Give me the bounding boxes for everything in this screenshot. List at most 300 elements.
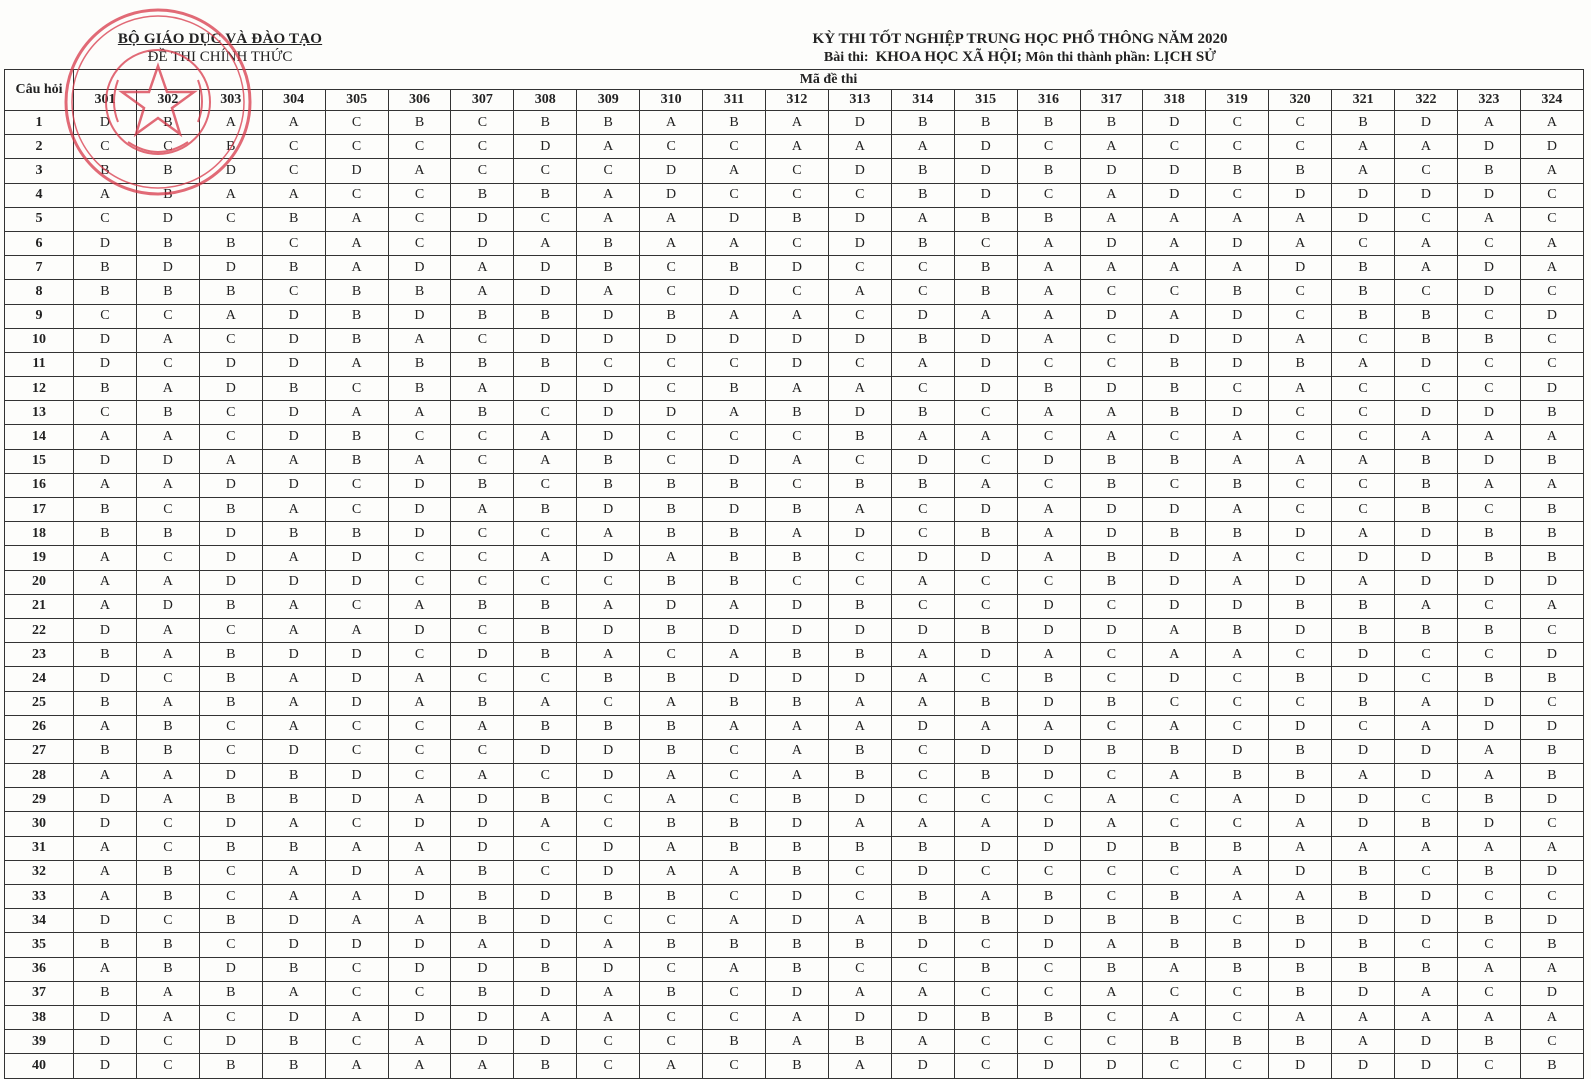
- answer-cell: A: [388, 788, 451, 812]
- answer-cell: B: [325, 425, 388, 449]
- exam-code-header-cell: 322: [1395, 90, 1458, 111]
- answer-cell: D: [325, 546, 388, 570]
- answer-cell: A: [514, 231, 577, 255]
- answer-cell: B: [514, 111, 577, 135]
- answer-cell: D: [1143, 183, 1206, 207]
- answer-cell: B: [1395, 618, 1458, 642]
- answer-cell: B: [640, 473, 703, 497]
- answer-cell: A: [1457, 111, 1520, 135]
- answer-cell: A: [136, 788, 199, 812]
- answer-cell: C: [1520, 618, 1583, 642]
- answer-cell: B: [640, 667, 703, 691]
- answer-cell: B: [1269, 667, 1332, 691]
- answer-cell: D: [765, 328, 828, 352]
- answer-cell: B: [1395, 498, 1458, 522]
- answer-cell: D: [1206, 401, 1269, 425]
- answer-cell: C: [1395, 860, 1458, 884]
- table-row: [5, 401, 1584, 425]
- exam-code-header-cell: 319: [1206, 90, 1269, 111]
- answer-cell: D: [1080, 159, 1143, 183]
- answer-cell: A: [1332, 449, 1395, 473]
- answer-cell: A: [640, 860, 703, 884]
- answer-cell: C: [1457, 352, 1520, 376]
- answer-cell: C: [1395, 667, 1458, 691]
- answer-cell: A: [136, 981, 199, 1005]
- answer-cell: B: [1520, 739, 1583, 763]
- answer-cell: C: [828, 570, 891, 594]
- answer-cell: B: [136, 183, 199, 207]
- answer-cell: D: [577, 425, 640, 449]
- answer-cell: A: [1206, 860, 1269, 884]
- answer-cell: C: [74, 401, 137, 425]
- answer-cell: D: [1269, 522, 1332, 546]
- answer-cell: C: [1520, 328, 1583, 352]
- answer-cell: B: [1206, 159, 1269, 183]
- answer-cell: D: [514, 739, 577, 763]
- answer-cell: A: [828, 981, 891, 1005]
- answer-cell: A: [891, 812, 954, 836]
- answer-cell: C: [199, 1005, 262, 1029]
- answer-cell: B: [891, 836, 954, 860]
- answer-cell: D: [577, 618, 640, 642]
- answer-cell: D: [1395, 764, 1458, 788]
- answer-cell: D: [577, 860, 640, 884]
- answer-cell: B: [199, 231, 262, 255]
- answer-cell: B: [1457, 328, 1520, 352]
- answer-cell: B: [199, 909, 262, 933]
- answer-cell: C: [1017, 788, 1080, 812]
- answer-cell: A: [954, 304, 1017, 328]
- answer-cell: C: [199, 425, 262, 449]
- answer-cell: C: [388, 739, 451, 763]
- answer-cell: A: [577, 933, 640, 957]
- table-row: [5, 643, 1584, 667]
- answer-cell: A: [74, 764, 137, 788]
- answer-cell: A: [1080, 256, 1143, 280]
- answer-cell: D: [199, 957, 262, 981]
- answer-cell: C: [1332, 231, 1395, 255]
- answer-cell: C: [1017, 1030, 1080, 1054]
- answer-cell: B: [1206, 764, 1269, 788]
- answer-cell: A: [703, 860, 766, 884]
- answer-cell: C: [1457, 594, 1520, 618]
- answer-cell: B: [1332, 957, 1395, 981]
- answer-cell: A: [765, 111, 828, 135]
- subject-prefix: Bài thi:: [823, 50, 869, 65]
- answer-cell: D: [262, 643, 325, 667]
- answer-cell: A: [388, 449, 451, 473]
- answer-cell: A: [514, 812, 577, 836]
- answer-cell: A: [1395, 135, 1458, 159]
- answer-cell: C: [1269, 111, 1332, 135]
- answer-cell: C: [1143, 812, 1206, 836]
- answer-cell: D: [828, 667, 891, 691]
- answer-cell: A: [1395, 836, 1458, 860]
- answer-cell: D: [1520, 643, 1583, 667]
- answer-cell: A: [74, 473, 137, 497]
- answer-cell: A: [891, 643, 954, 667]
- answer-cell: A: [703, 909, 766, 933]
- answer-cell: D: [828, 111, 891, 135]
- answer-cell: B: [1520, 498, 1583, 522]
- answer-cell: B: [74, 280, 137, 304]
- answer-cell: C: [74, 304, 137, 328]
- answer-cell: B: [199, 594, 262, 618]
- answer-cell: D: [451, 788, 514, 812]
- answer-cell: D: [1395, 739, 1458, 763]
- answer-cell: C: [1520, 280, 1583, 304]
- answer-cell: A: [1143, 207, 1206, 231]
- answer-cell: C: [262, 280, 325, 304]
- answer-cell: A: [1520, 836, 1583, 860]
- answer-cell: B: [136, 231, 199, 255]
- answer-cell: D: [1395, 546, 1458, 570]
- answer-cell: D: [325, 764, 388, 788]
- answer-cell: D: [1332, 207, 1395, 231]
- answer-cell: A: [262, 691, 325, 715]
- answer-cell: C: [1017, 570, 1080, 594]
- answer-cell: A: [577, 280, 640, 304]
- table-row: [5, 594, 1584, 618]
- table-row: [5, 739, 1584, 763]
- answer-cell: C: [954, 860, 1017, 884]
- answer-cell: C: [388, 764, 451, 788]
- answer-cell: B: [828, 473, 891, 497]
- answer-cell: B: [703, 256, 766, 280]
- answer-cell: D: [1269, 256, 1332, 280]
- answer-cell: A: [262, 885, 325, 909]
- answer-cell: B: [1332, 594, 1395, 618]
- question-number: 24: [5, 667, 74, 691]
- question-number: 2: [5, 135, 74, 159]
- answer-cell: B: [765, 691, 828, 715]
- answer-cell: C: [1017, 425, 1080, 449]
- answer-cell: D: [262, 739, 325, 763]
- answer-cell: D: [1143, 111, 1206, 135]
- answer-cell: A: [891, 570, 954, 594]
- answer-cell: A: [262, 183, 325, 207]
- answer-cell: C: [451, 546, 514, 570]
- answer-cell: A: [577, 207, 640, 231]
- answer-cell: C: [1269, 425, 1332, 449]
- answer-cell: D: [765, 981, 828, 1005]
- answer-cell: C: [262, 159, 325, 183]
- answer-cell: B: [451, 909, 514, 933]
- answer-cell: C: [765, 231, 828, 255]
- answer-cell: D: [1457, 449, 1520, 473]
- answer-cell: D: [577, 739, 640, 763]
- answer-cell: C: [577, 788, 640, 812]
- table-row: [5, 135, 1584, 159]
- answer-cell: D: [1269, 618, 1332, 642]
- answer-cell: A: [640, 691, 703, 715]
- answer-cell: B: [703, 836, 766, 860]
- answer-cell: D: [1143, 159, 1206, 183]
- table-row: [5, 1005, 1584, 1029]
- answer-cell: A: [1206, 788, 1269, 812]
- answer-cell: B: [262, 256, 325, 280]
- answer-cell: D: [1457, 691, 1520, 715]
- answer-cell: A: [1457, 473, 1520, 497]
- answer-cell: A: [1395, 981, 1458, 1005]
- table-row: [5, 159, 1584, 183]
- answer-cell: D: [1269, 1054, 1332, 1078]
- answer-cell: B: [1332, 256, 1395, 280]
- answer-cell: D: [954, 836, 1017, 860]
- answer-cell: A: [765, 377, 828, 401]
- answer-cell: D: [1457, 256, 1520, 280]
- answer-cell: B: [1457, 159, 1520, 183]
- answer-cell: B: [1520, 933, 1583, 957]
- answer-cell: A: [1520, 594, 1583, 618]
- answer-cell: D: [1206, 304, 1269, 328]
- answer-cell: C: [577, 812, 640, 836]
- answer-cell: D: [1017, 1054, 1080, 1078]
- answer-cell: D: [262, 304, 325, 328]
- answer-cell: C: [954, 594, 1017, 618]
- answer-cell: A: [325, 352, 388, 376]
- answer-cell: B: [577, 449, 640, 473]
- answer-cell: D: [1457, 715, 1520, 739]
- answer-cell: A: [1520, 111, 1583, 135]
- exam-code-header-cell: 310: [640, 90, 703, 111]
- answer-cell: B: [1206, 933, 1269, 957]
- answer-cell: C: [136, 352, 199, 376]
- table-row: [5, 231, 1584, 255]
- answer-cell: C: [262, 231, 325, 255]
- answer-cell: A: [1017, 522, 1080, 546]
- answer-cell: D: [514, 981, 577, 1005]
- answer-cell: C: [828, 860, 891, 884]
- answer-cell: C: [1269, 473, 1332, 497]
- answer-cell: A: [325, 256, 388, 280]
- answer-cell: B: [828, 425, 891, 449]
- answer-cell: A: [1332, 352, 1395, 376]
- answer-cell: C: [640, 352, 703, 376]
- question-number: 33: [5, 885, 74, 909]
- answer-cell: D: [703, 280, 766, 304]
- answer-cell: D: [199, 159, 262, 183]
- table-row: [5, 715, 1584, 739]
- answer-cell: D: [199, 522, 262, 546]
- answer-cell: B: [640, 812, 703, 836]
- answer-cell: D: [514, 135, 577, 159]
- answer-cell: B: [640, 885, 703, 909]
- answer-cell: C: [1457, 498, 1520, 522]
- answer-cell: A: [1332, 836, 1395, 860]
- answer-cell: B: [891, 401, 954, 425]
- answer-cell: D: [1395, 1030, 1458, 1054]
- answer-cell: A: [765, 135, 828, 159]
- answer-cell: B: [74, 498, 137, 522]
- table-row: [5, 304, 1584, 328]
- answer-cell: A: [1457, 739, 1520, 763]
- component-name: LỊCH SỬ: [1153, 49, 1217, 65]
- answer-cell: A: [1017, 401, 1080, 425]
- answer-cell: A: [703, 957, 766, 981]
- question-number: 22: [5, 618, 74, 642]
- answer-cell: B: [703, 377, 766, 401]
- answer-cell: B: [954, 691, 1017, 715]
- table-row: [5, 498, 1584, 522]
- answer-cell: C: [325, 957, 388, 981]
- answer-cell: B: [1017, 377, 1080, 401]
- answer-cell: A: [1332, 135, 1395, 159]
- question-number: 6: [5, 231, 74, 255]
- answer-cell: B: [954, 207, 1017, 231]
- answer-cell: D: [891, 860, 954, 884]
- question-number: 10: [5, 328, 74, 352]
- answer-cell: D: [1206, 352, 1269, 376]
- answer-cell: B: [1143, 352, 1206, 376]
- question-number: 8: [5, 280, 74, 304]
- answer-cell: B: [514, 643, 577, 667]
- answer-cell: D: [1269, 570, 1332, 594]
- answer-cell: A: [577, 183, 640, 207]
- answer-cell: B: [954, 957, 1017, 981]
- answer-cell: C: [199, 739, 262, 763]
- answer-cell: B: [954, 256, 1017, 280]
- table-row: [5, 885, 1584, 909]
- answer-cell: A: [1332, 764, 1395, 788]
- answer-cell: D: [1269, 933, 1332, 957]
- answer-cell: C: [514, 522, 577, 546]
- answer-cell: A: [577, 981, 640, 1005]
- answer-cell: B: [765, 860, 828, 884]
- answer-cell: A: [1520, 159, 1583, 183]
- answer-cell: D: [891, 304, 954, 328]
- answer-cell: B: [1206, 473, 1269, 497]
- question-number: 23: [5, 643, 74, 667]
- answer-cell: B: [74, 377, 137, 401]
- table-row: [5, 183, 1584, 207]
- answer-cell: A: [1395, 1005, 1458, 1029]
- question-number: 21: [5, 594, 74, 618]
- answer-cell: A: [765, 1030, 828, 1054]
- answer-cell: B: [1269, 1030, 1332, 1054]
- answer-cell: C: [703, 981, 766, 1005]
- answer-cell: A: [1332, 1005, 1395, 1029]
- answer-cell: B: [640, 933, 703, 957]
- answer-cell: B: [74, 522, 137, 546]
- answer-cell: A: [74, 957, 137, 981]
- answer-cell: D: [74, 618, 137, 642]
- answer-cell: B: [1143, 909, 1206, 933]
- answer-cell: C: [514, 570, 577, 594]
- answer-cell: C: [640, 909, 703, 933]
- answer-cell: B: [1017, 667, 1080, 691]
- answer-cell: A: [1017, 231, 1080, 255]
- answer-cell: C: [954, 401, 1017, 425]
- answer-cell: A: [577, 1005, 640, 1029]
- answer-cell: A: [1080, 981, 1143, 1005]
- answer-cell: D: [136, 207, 199, 231]
- answer-cell: D: [828, 788, 891, 812]
- answer-cell: C: [1457, 933, 1520, 957]
- answer-cell: D: [262, 425, 325, 449]
- answer-cell: B: [1017, 159, 1080, 183]
- answer-cell: B: [954, 764, 1017, 788]
- answer-cell: C: [891, 788, 954, 812]
- question-number: 12: [5, 377, 74, 401]
- answer-cell: C: [640, 256, 703, 280]
- answer-cell: A: [1143, 231, 1206, 255]
- answer-cell: B: [828, 764, 891, 788]
- answer-cell: C: [703, 1054, 766, 1078]
- answer-cell: B: [1206, 618, 1269, 642]
- answer-cell: D: [1017, 618, 1080, 642]
- answer-cell: D: [262, 909, 325, 933]
- answer-cell: B: [451, 691, 514, 715]
- answer-cell: C: [514, 473, 577, 497]
- answer-cell: B: [1457, 788, 1520, 812]
- table-row: [5, 1054, 1584, 1078]
- exam-codes-row: [5, 90, 1584, 111]
- answer-cell: C: [1457, 981, 1520, 1005]
- answer-cell: A: [954, 885, 1017, 909]
- answer-cell: A: [262, 981, 325, 1005]
- answer-cell: B: [703, 111, 766, 135]
- table-row: [5, 449, 1584, 473]
- table-row: [5, 618, 1584, 642]
- answer-cell: B: [325, 280, 388, 304]
- answer-cell: D: [1332, 183, 1395, 207]
- answer-cell: D: [1017, 449, 1080, 473]
- answer-cell: C: [891, 377, 954, 401]
- answer-cell: A: [1143, 304, 1206, 328]
- table-row: [5, 667, 1584, 691]
- answer-cell: A: [1520, 231, 1583, 255]
- answer-cell: A: [1332, 522, 1395, 546]
- answer-cell: C: [640, 643, 703, 667]
- answer-cell: B: [74, 643, 137, 667]
- answer-cell: C: [388, 231, 451, 255]
- table-row: [5, 570, 1584, 594]
- answer-cell: B: [703, 570, 766, 594]
- answer-cell: D: [325, 933, 388, 957]
- answer-cell: B: [136, 739, 199, 763]
- answer-cell: B: [1143, 933, 1206, 957]
- answer-cell: C: [451, 739, 514, 763]
- answer-cell: C: [1520, 352, 1583, 376]
- answer-cell: D: [325, 667, 388, 691]
- answer-cell: D: [703, 449, 766, 473]
- answer-cell: D: [765, 667, 828, 691]
- answer-cell: D: [74, 788, 137, 812]
- answer-cell: B: [199, 643, 262, 667]
- answer-cell: D: [1143, 498, 1206, 522]
- answer-cell: D: [703, 667, 766, 691]
- answer-cell: A: [1269, 231, 1332, 255]
- answer-cell: A: [74, 425, 137, 449]
- answer-cell: A: [1206, 570, 1269, 594]
- answer-cell: C: [1143, 1054, 1206, 1078]
- answer-cell: A: [1269, 328, 1332, 352]
- answer-cell: B: [765, 207, 828, 231]
- answer-cell: C: [703, 764, 766, 788]
- question-number: 38: [5, 1005, 74, 1029]
- answer-cell: B: [74, 159, 137, 183]
- answer-cell: D: [262, 1005, 325, 1029]
- answer-cell: C: [514, 667, 577, 691]
- answer-cell: C: [765, 183, 828, 207]
- answer-cell: B: [1395, 328, 1458, 352]
- answer-cell: A: [262, 546, 325, 570]
- table-row: [5, 933, 1584, 957]
- answer-cell: A: [1457, 957, 1520, 981]
- answer-cell: C: [1206, 691, 1269, 715]
- answer-cell: C: [1080, 1005, 1143, 1029]
